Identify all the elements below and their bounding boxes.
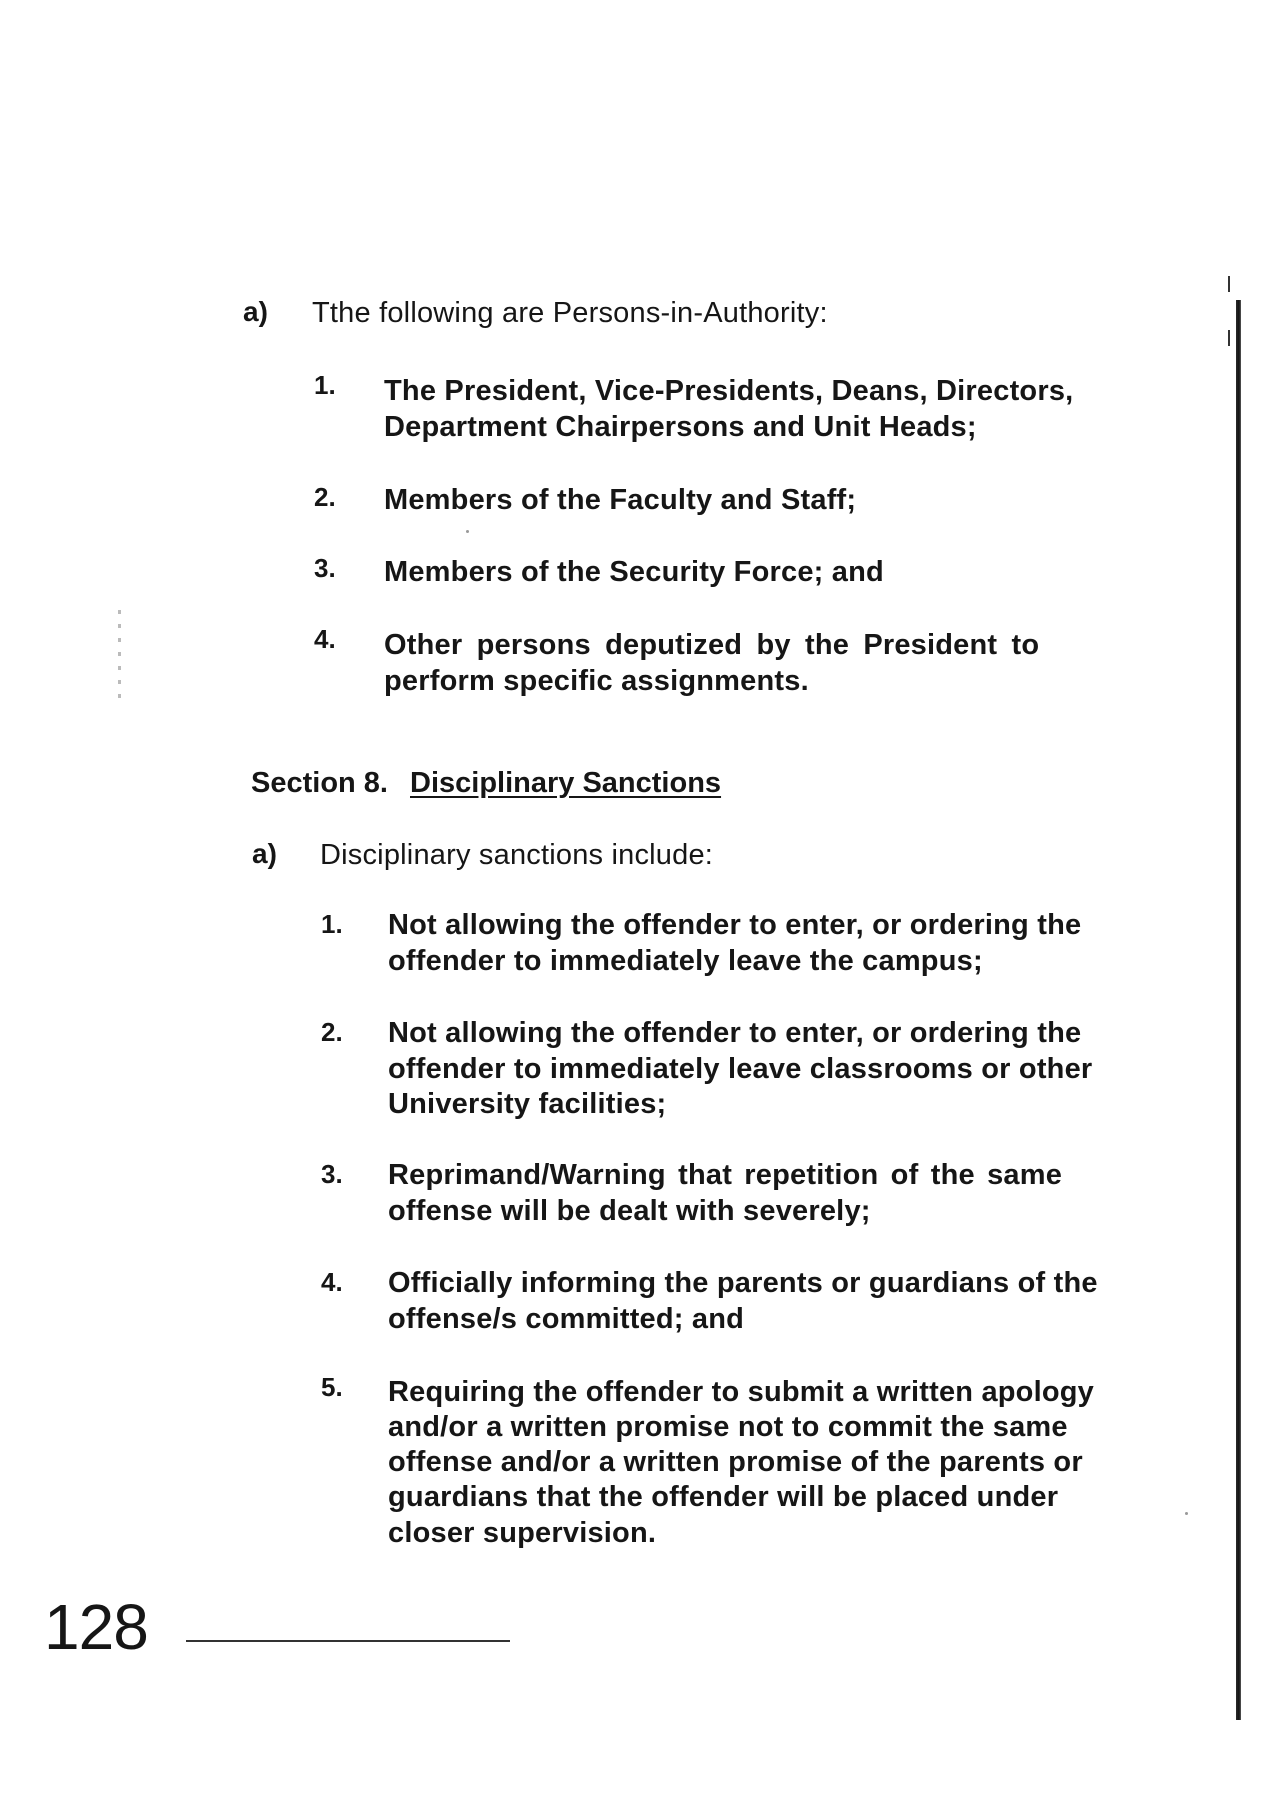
- item-line: guardians that the offender will be placed under: [388, 1481, 1059, 1513]
- item-line: Other persons deputized by the President to: [384, 629, 1040, 661]
- footer-rule: [186, 1640, 510, 1642]
- item-line: Members of the Security Force; and: [384, 556, 884, 588]
- item-line: offense will be dealt with severely;: [388, 1195, 871, 1227]
- list-intro: Tthe following are Persons-in-Authority:: [312, 297, 828, 329]
- item-number: 2.: [321, 1017, 343, 1047]
- item-number: 2.: [314, 482, 336, 512]
- page-number: 128: [44, 1591, 148, 1663]
- list-intro: Disciplinary sanctions include:: [320, 839, 714, 871]
- item-line: Requiring the offender to submit a written apology: [388, 1376, 1095, 1408]
- item-line: Not allowing the offender to enter, or ordering the: [388, 1017, 1082, 1049]
- item-line: and/or a written promise not to commit the same: [388, 1411, 1068, 1443]
- item-line: offender to immediately leave classrooms or other: [388, 1053, 1093, 1085]
- item-line: offense and/or a written promise of the parents or: [388, 1446, 1083, 1478]
- item-line: perform specific assignments.: [384, 665, 809, 697]
- section-title: Disciplinary Sanctions: [410, 767, 722, 799]
- scan-binding-edge: [1236, 300, 1241, 1720]
- section-label: Section 8.: [251, 767, 388, 799]
- item-number: 3.: [314, 553, 336, 583]
- scan-dust: [1185, 1512, 1188, 1515]
- item-line: offense/s committed; and: [388, 1303, 745, 1335]
- item-line: Reprimand/Warning that repetition of the same: [388, 1159, 1063, 1191]
- item-line: Not allowing the offender to enter, or ordering the: [388, 909, 1082, 941]
- item-line: University facilities;: [388, 1088, 667, 1120]
- item-line: offender to immediately leave the campus;: [388, 945, 983, 977]
- item-number: 5.: [321, 1372, 343, 1402]
- item-line: The President, Vice-Presidents, Deans, Directors,: [384, 375, 1074, 407]
- item-number: 4.: [314, 624, 336, 654]
- list-marker: a): [252, 838, 277, 869]
- list-marker: a): [243, 296, 268, 327]
- scan-smudge: [118, 610, 121, 700]
- item-line: Members of the Faculty and Staff;: [384, 484, 857, 516]
- item-line: Department Chairpersons and Unit Heads;: [384, 411, 977, 443]
- scan-mark: [1228, 330, 1230, 346]
- item-number: 1.: [321, 909, 343, 939]
- item-line: closer supervision.: [388, 1517, 657, 1549]
- item-line: Officially informing the parents or guardians of the: [388, 1267, 1098, 1299]
- item-number: 1.: [314, 370, 336, 400]
- section-heading: [251, 766, 721, 801]
- item-number: 3.: [321, 1159, 343, 1189]
- item-number: 4.: [321, 1267, 343, 1297]
- scan-mark: [1228, 276, 1230, 292]
- scan-dust: [466, 530, 469, 533]
